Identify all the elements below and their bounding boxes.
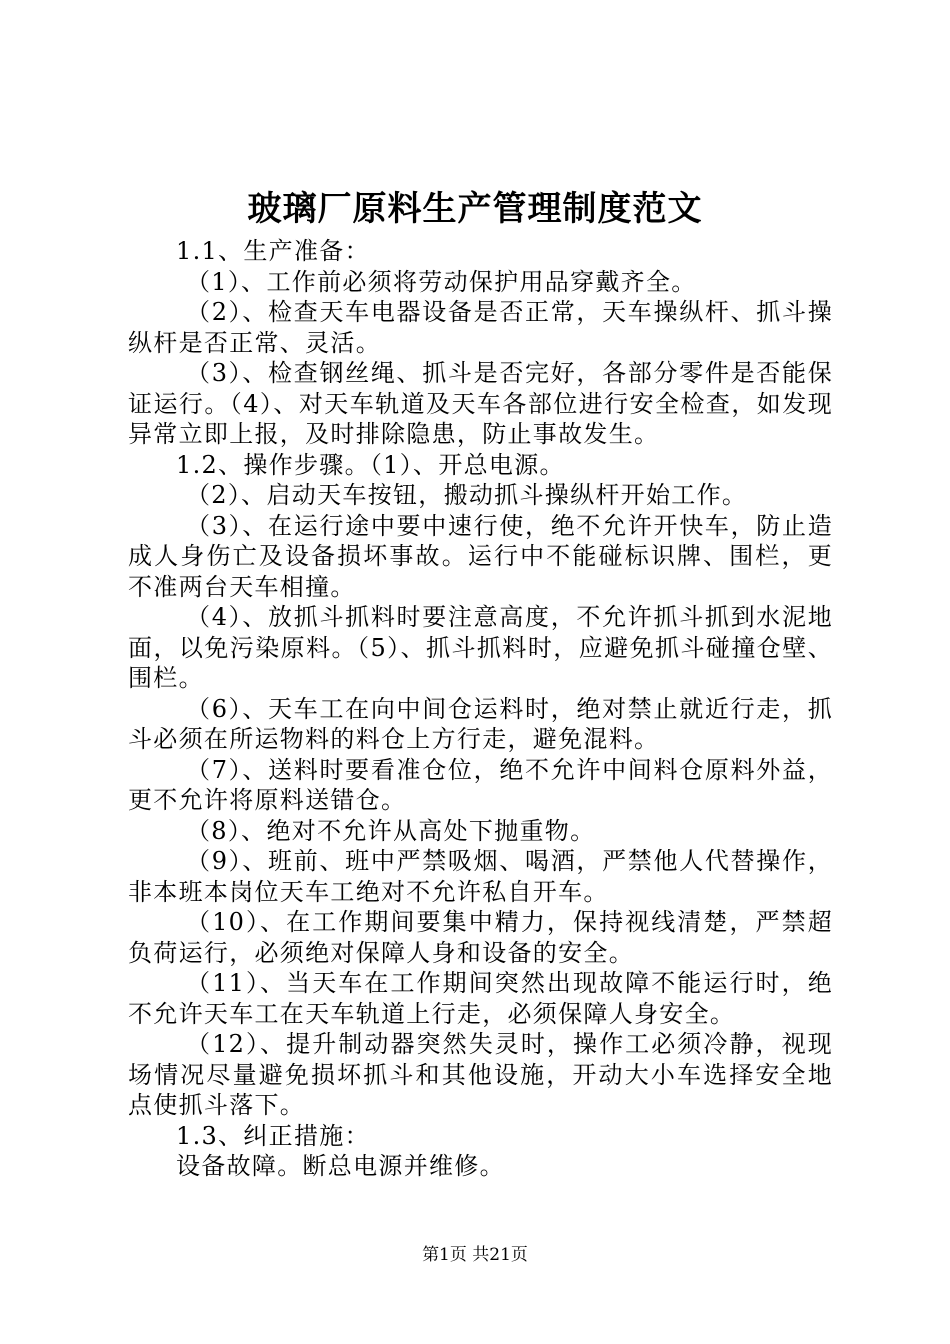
paragraph: 1.2、操作步骤。（1）、开总电源。 xyxy=(176,450,565,479)
page-footer: 第1页 共21页 xyxy=(422,1245,528,1265)
document-body xyxy=(128,236,833,1182)
paragraph: （12）、提升制动器突然失灵时，操作工必须冷静，视现场情况尽量避免损坏抓斗和其他设施，开动大小车选择安全地点使抓斗落下。 xyxy=(128,1030,833,1119)
paragraph: （1）、工作前必须将劳动保护用品穿戴齐全。 xyxy=(186,267,697,296)
paragraph: （2）、检查天车电器设备是否正常，天车操纵杆、抓斗操纵杆是否正常、灵活。 xyxy=(128,298,833,357)
paragraph: （7）、送料时要看准仓位，绝不允许中间料仓原料外益，更不允许将原料送错仓。 xyxy=(128,755,833,814)
paragraph: （3）、在运行途中要中速行使，绝不允许开快车，防止造成人身伤亡及设备损坏事故。运行中不能碰标识牌、围栏，更不准两台天车相撞。 xyxy=(128,511,833,601)
paragraph: （6）、天车工在向中间仓运料时，绝对禁止就近行走，抓斗必须在所运物料的料仓上方行走，避免混料。 xyxy=(128,694,833,753)
paragraph: （3）、检查钢丝绳、抓斗是否完好，各部分零件是否能保证运行。（4）、对天车轨道及天车各部位进行安全检查，如发现异常立即上报，及时排除隐患，防止事故发生。 xyxy=(128,359,833,448)
paragraph: （8）、绝对不允许从高处下抛重物。 xyxy=(186,816,596,845)
paragraph: （9）、班前、班中严禁吸烟、喝酒，严禁他人代替操作，非本班本岗位天车工绝对不允许私自开车。 xyxy=(128,847,833,906)
paragraph: 设备故障。断总电源并维修。 xyxy=(176,1152,505,1180)
paragraph: （10）、在工作期间要集中精力，保持视线清楚，严禁超负荷运行，必须绝对保障人身和设备的安全。 xyxy=(128,908,833,967)
paragraph: （4）、放抓斗抓料时要注意高度，不允许抓斗抓到水泥地面，以免污染原料。（5）、抓斗抓料时，应避免抓斗碰撞仓壁、围栏。 xyxy=(128,603,833,692)
paragraph: 1.3、纠正措施： xyxy=(176,1121,370,1150)
paragraph: （11）、当天车在工作期间突然出现故障不能运行时，绝不允许天车工在天车轨道上行走，必须保障人身安全。 xyxy=(128,969,833,1028)
document-title: 玻璃厂原料生产管理制度范文 xyxy=(247,189,703,229)
paragraph: 1.1、生产准备： xyxy=(176,237,370,265)
paragraph: （2）、启动天车按钮，搬动抓斗操纵杆开始工作。 xyxy=(186,481,748,509)
